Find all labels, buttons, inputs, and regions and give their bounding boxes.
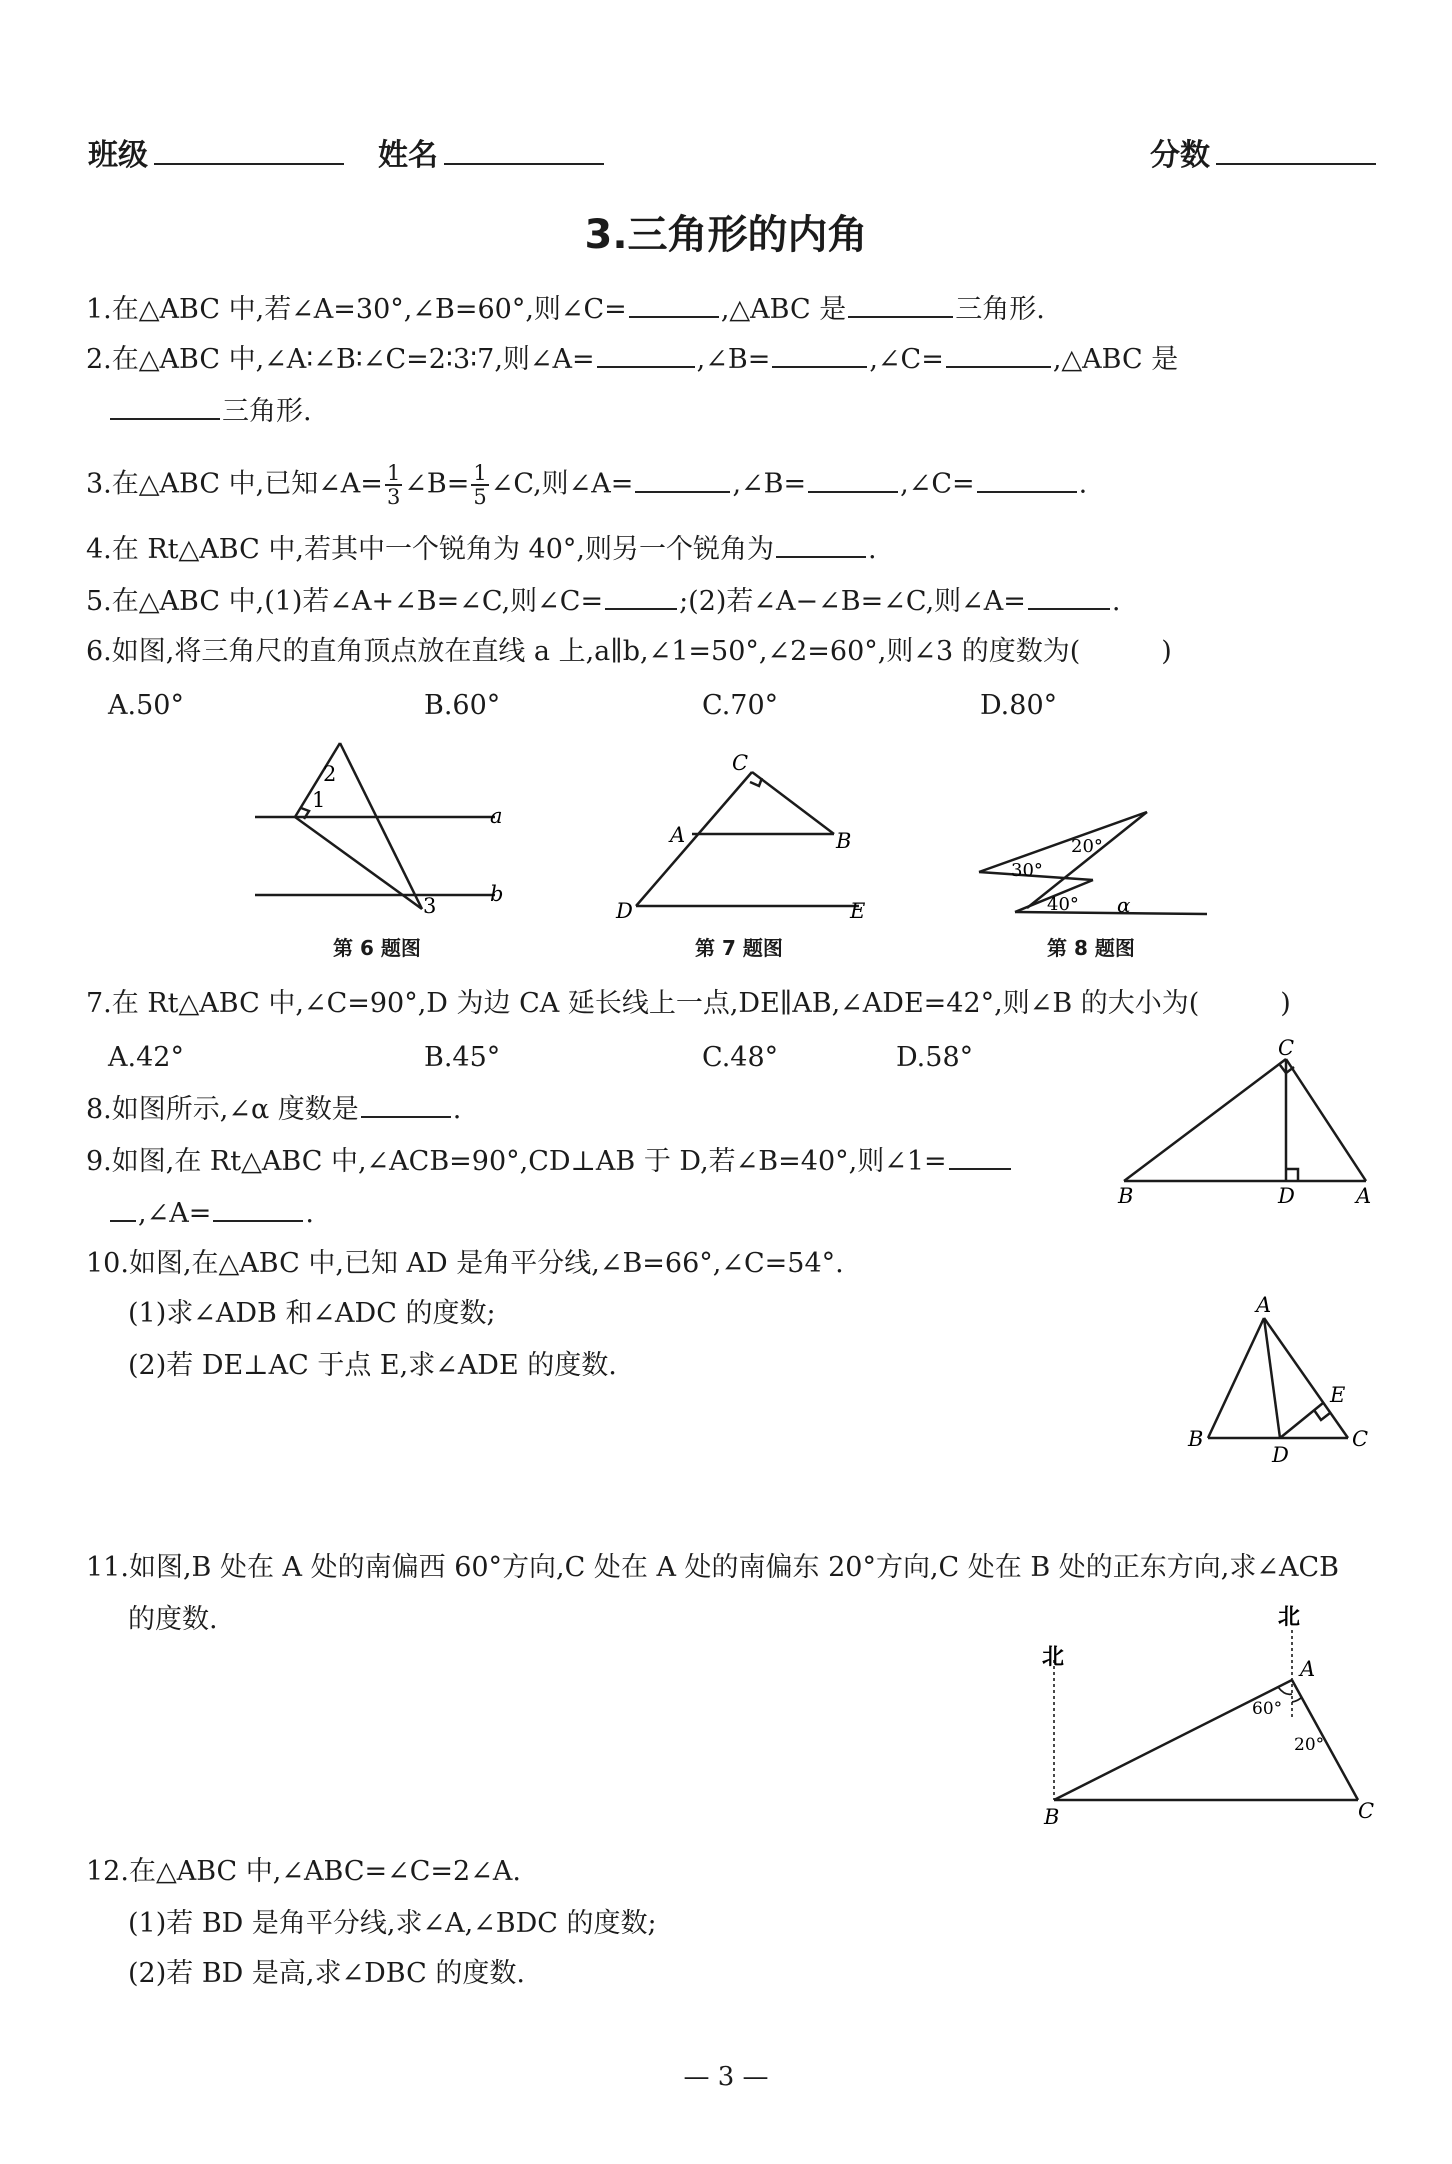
q3-text-b: ∠B= bbox=[404, 468, 470, 500]
fig10-label-B: B bbox=[1188, 1427, 1204, 1451]
question-7: 7.在 Rt△ABC 中,∠C=90°,D 为边 CA 延长线上一点,DE∥AB,∠ADE=42°,则∠B 的大小为( ) bbox=[86, 988, 1291, 1019]
question-11-line1: 11.如图,B 处在 A 处的南偏西 60°方向,C 处在 A 处的南偏东 20°方向,C 处在 B 处的正东方向,求∠ACB bbox=[86, 1552, 1340, 1583]
q9-blank-1[interactable] bbox=[949, 1144, 1011, 1170]
fig9-label-D: D bbox=[1278, 1184, 1295, 1208]
q6-option-c[interactable]: C.70° bbox=[702, 690, 779, 721]
class-field bbox=[88, 130, 344, 174]
figure-7 bbox=[612, 748, 887, 930]
question-11-line2: 的度数. bbox=[128, 1604, 218, 1635]
q9-text-a: 9.如图,在 Rt△ABC 中,∠ACB=90°,CD⊥AB 于 D,若∠B=40°,则∠1= bbox=[86, 1146, 947, 1177]
figure-11 bbox=[1030, 1600, 1390, 1840]
q6-option-b[interactable]: B.60° bbox=[424, 690, 501, 721]
q2-text-b: ,∠B= bbox=[696, 344, 771, 375]
q6-option-a[interactable]: A.50° bbox=[108, 690, 184, 721]
question-6: 6.如图,将三角尺的直角顶点放在直线 a 上,a∥b,∠1=50°,∠2=60°,则∠3 的度数为( ) bbox=[86, 636, 1172, 667]
q12-sub-1: (1)若 BD 是角平分线,求∠A,∠BDC 的度数; bbox=[128, 1908, 657, 1939]
q12-sub-2: (2)若 BD 是高,求∠DBC 的度数. bbox=[128, 1958, 525, 1989]
fig9-label-A: A bbox=[1356, 1184, 1372, 1208]
q7-option-a[interactable]: A.42° bbox=[108, 1042, 184, 1073]
question-2 bbox=[86, 340, 1178, 380]
q8-blank[interactable] bbox=[361, 1092, 451, 1118]
fig9-label-C: C bbox=[1278, 1036, 1295, 1060]
question-9 bbox=[86, 1142, 1013, 1182]
q4-text-b: . bbox=[867, 534, 877, 565]
question-10: 10.如图,在△ABC 中,已知 AD 是角平分线,∠B=66°,∠C=54°. bbox=[86, 1248, 844, 1279]
fig7-label-B: B bbox=[836, 829, 852, 853]
question-9-cont bbox=[108, 1194, 314, 1234]
fig6-label-2: 2 bbox=[323, 762, 337, 786]
question-5 bbox=[86, 582, 1121, 622]
fig11-north-right: 北 bbox=[1278, 1604, 1301, 1630]
q3-text-f: . bbox=[1078, 468, 1088, 500]
class-blank[interactable] bbox=[154, 135, 344, 165]
fig6-label-3: 3 bbox=[423, 894, 437, 918]
fig10-label-C: C bbox=[1352, 1427, 1369, 1451]
name-field bbox=[378, 130, 604, 174]
question-8 bbox=[86, 1090, 461, 1130]
fig8-caption: 第 8 题图 bbox=[1047, 936, 1135, 960]
question-4 bbox=[86, 530, 877, 570]
q3-fraction-2: $\frac{1}{5}$ bbox=[473, 461, 487, 509]
score-label: 分数 bbox=[1150, 138, 1210, 173]
q3-fraction-1: $\frac{1}{3}$ bbox=[386, 461, 401, 509]
fig6-label-a: a bbox=[490, 804, 503, 828]
q3-blank-2[interactable] bbox=[808, 467, 898, 493]
fig6-caption: 第 6 题图 bbox=[333, 936, 421, 960]
q4-blank[interactable] bbox=[776, 532, 866, 558]
q2-text-a: 2.在△ABC 中,∠A∶∠B∶∠C=2∶3∶7,则∠A= bbox=[86, 344, 595, 375]
q2-text-e: 三角形. bbox=[222, 396, 312, 427]
q3-text-e: ,∠C= bbox=[900, 468, 975, 500]
q4-text-a: 4.在 Rt△ABC 中,若其中一个锐角为 40°,则另一个锐角为 bbox=[86, 534, 774, 565]
question-12: 12.在△ABC 中,∠ABC=∠C=2∠A. bbox=[86, 1856, 521, 1887]
q9-blank-2[interactable] bbox=[213, 1196, 303, 1222]
q1-text-b: ,△ABC 是 bbox=[720, 294, 847, 325]
q7-option-c[interactable]: C.48° bbox=[702, 1042, 779, 1073]
q3-text-d: ,∠B= bbox=[732, 468, 807, 500]
q1-blank-2[interactable] bbox=[848, 292, 953, 318]
q2-blank-4[interactable] bbox=[110, 394, 220, 420]
fig8-alpha: α bbox=[1117, 893, 1131, 917]
fig7-label-A: A bbox=[670, 823, 686, 847]
fig11-angle-20: 20° bbox=[1294, 1735, 1325, 1755]
figure-9 bbox=[1110, 1035, 1382, 1215]
question-2-cont bbox=[108, 392, 312, 432]
q6-option-d[interactable]: D.80° bbox=[980, 690, 1058, 721]
name-blank[interactable] bbox=[444, 135, 604, 165]
fig8-angle-30: 30° bbox=[1011, 860, 1043, 881]
question-3 bbox=[86, 462, 1087, 508]
fig8-angle-40: 40° bbox=[1047, 894, 1079, 915]
q3-blank-3[interactable] bbox=[977, 467, 1077, 493]
fig7-label-D: D bbox=[616, 899, 633, 923]
fig9-label-B: B bbox=[1118, 1184, 1134, 1208]
q1-blank-1[interactable] bbox=[629, 292, 719, 318]
fig7-caption: 第 7 题图 bbox=[695, 936, 783, 960]
q5-text-a: 5.在△ABC 中,(1)若∠A+∠B=∠C,则∠C= bbox=[86, 586, 604, 617]
figure-10 bbox=[1180, 1290, 1380, 1470]
q9-blank-1-cont[interactable] bbox=[110, 1196, 136, 1222]
q2-blank-2[interactable] bbox=[772, 342, 867, 368]
q5-text-c: . bbox=[1111, 586, 1121, 617]
fig10-label-A: A bbox=[1256, 1293, 1272, 1317]
q7-option-d[interactable]: D.58° bbox=[896, 1042, 974, 1073]
fig11-north-left: 北 bbox=[1042, 1644, 1065, 1670]
q2-blank-1[interactable] bbox=[597, 342, 695, 368]
figure-6 bbox=[240, 735, 520, 930]
class-label: 班级 bbox=[88, 138, 148, 173]
q2-text-c: ,∠C= bbox=[869, 344, 944, 375]
fig8-angle-20: 20° bbox=[1071, 836, 1103, 857]
q5-text-b: ;(2)若∠A−∠B=∠C,则∠A= bbox=[679, 586, 1026, 617]
fig7-label-E: E bbox=[850, 899, 866, 923]
question-1 bbox=[86, 290, 1045, 330]
fig11-label-A: A bbox=[1300, 1657, 1316, 1681]
page-number: — 3 — bbox=[683, 2062, 769, 2092]
q5-blank-1[interactable] bbox=[605, 584, 677, 610]
q1-text-c: 三角形. bbox=[955, 294, 1045, 325]
figure-8 bbox=[975, 800, 1215, 930]
q1-text-a: 1.在△ABC 中,若∠A=30°,∠B=60°,则∠C= bbox=[86, 294, 627, 325]
q5-blank-2[interactable] bbox=[1028, 584, 1110, 610]
fig11-angle-60: 60° bbox=[1252, 1699, 1283, 1719]
q7-option-b[interactable]: B.45° bbox=[424, 1042, 501, 1073]
q3-text-a: 3.在△ABC 中,已知∠A= bbox=[86, 468, 383, 500]
fig6-label-1: 1 bbox=[312, 788, 326, 812]
fig11-label-C: C bbox=[1358, 1799, 1375, 1823]
q8-text-b: . bbox=[452, 1094, 462, 1125]
q10-sub-2: (2)若 DE⊥AC 于点 E,求∠ADE 的度数. bbox=[128, 1350, 617, 1381]
q8-text-a: 8.如图所示,∠α 度数是 bbox=[86, 1094, 359, 1125]
q2-text-d: ,△ABC 是 bbox=[1052, 344, 1179, 375]
score-field bbox=[1150, 130, 1376, 174]
q3-text-c: ∠C,则∠A= bbox=[490, 468, 634, 500]
fig10-label-D: D bbox=[1272, 1443, 1289, 1467]
page-title: 3.三角形的内角 bbox=[584, 212, 868, 258]
fig11-label-B: B bbox=[1044, 1805, 1060, 1829]
fig10-label-E: E bbox=[1330, 1383, 1346, 1407]
score-blank[interactable] bbox=[1216, 135, 1376, 165]
q9-text-c: . bbox=[305, 1198, 314, 1229]
q2-blank-3[interactable] bbox=[946, 342, 1051, 368]
q3-blank-1[interactable] bbox=[635, 467, 730, 493]
fig6-label-b: b bbox=[490, 882, 504, 906]
fig7-label-C: C bbox=[732, 751, 749, 775]
name-label: 姓名 bbox=[378, 138, 438, 173]
q10-sub-1: (1)求∠ADB 和∠ADC 的度数; bbox=[128, 1298, 496, 1329]
q9-text-b: ,∠A= bbox=[138, 1198, 212, 1229]
